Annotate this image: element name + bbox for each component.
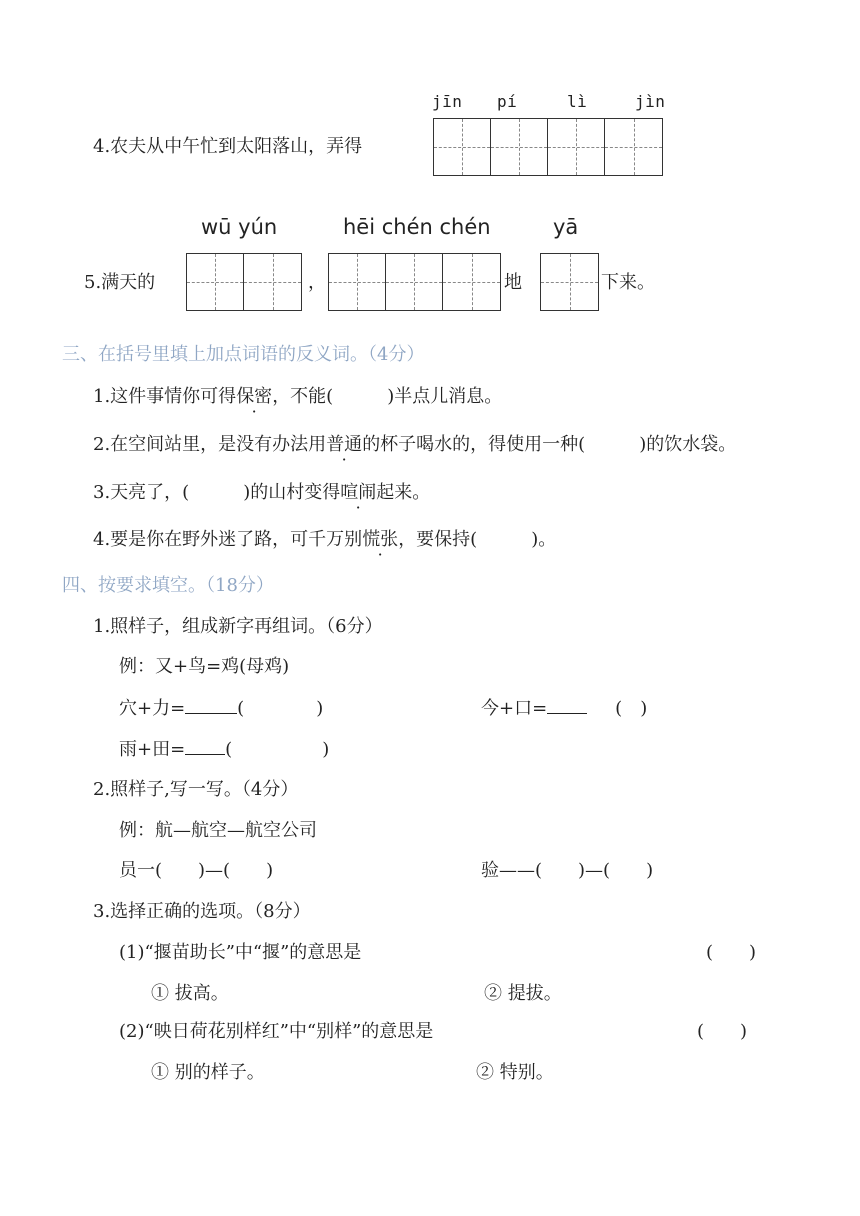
writing-grid-q5-a[interactable] — [186, 253, 302, 311]
pinyin-jin2: jìn — [635, 92, 666, 111]
sub3-title: 3.选择正确的选项。（8分） — [93, 901, 311, 922]
pinyin-ya: yā — [553, 215, 579, 239]
writing-cell[interactable] — [386, 254, 443, 310]
writing-grid-q4[interactable] — [433, 118, 663, 176]
section-3-title: 三、在括号里填上加点词语的反义词。（4分） — [62, 344, 425, 365]
writing-cell[interactable] — [187, 254, 244, 310]
question-5-mid: 地 — [504, 272, 522, 293]
pinyin-wu-yun: wū yún — [201, 215, 278, 239]
question-5-comma: ， — [308, 272, 326, 293]
sub3-q2-option-2[interactable]: ② 特别。 — [476, 1062, 554, 1083]
writing-cell[interactable] — [548, 119, 605, 175]
writing-cell[interactable] — [434, 119, 491, 175]
sub3-q2-answer[interactable]: ( ) — [697, 1021, 748, 1042]
answer-blank[interactable] — [185, 697, 237, 714]
answer-blank[interactable] — [547, 697, 587, 714]
writing-cell[interactable] — [605, 119, 662, 175]
section-3-item-3: 3.天亮了，( )的山村变得喧闹起来。 — [93, 482, 431, 503]
sub1-title: 1.照样子，组成新字再组词。（6分） — [93, 616, 383, 637]
pinyin-pi: pí — [497, 92, 518, 111]
section-3-item-4: 4.要是你在野外迷了路，可千万别慌张，要保持( )。 — [93, 529, 557, 550]
pinyin-jin: jīn — [432, 92, 463, 111]
writing-grid-q5-c[interactable] — [540, 253, 599, 311]
sub3-q2-option-1[interactable]: ① 别的样子。 — [151, 1062, 265, 1083]
writing-cell[interactable] — [443, 254, 500, 310]
answer-blank[interactable] — [185, 738, 225, 755]
pinyin-hei-chen-chen: hēi chén chén — [343, 215, 491, 239]
sub3-q2: (2)“映日荷花别样红”中“别样”的意思是 — [119, 1021, 434, 1042]
question-5-suffix: 下来。 — [601, 272, 655, 293]
writing-cell[interactable] — [491, 119, 548, 175]
section-4-title: 四、按要求填空。（18分） — [62, 575, 274, 596]
section-3-item-2: 2.在空间站里，是没有办法用普通的杯子喝水的，得使用一种( )的饮水袋。 — [93, 434, 737, 455]
sub2-left[interactable]: 员一( )—( ) — [119, 860, 274, 881]
sub2-example: 例：航—航空—航空公司 — [119, 820, 317, 841]
question-4-text: 4.农夫从中午忙到太阳落山，弄得 — [93, 136, 363, 157]
sub2-right[interactable]: 验——( )—( ) — [481, 860, 654, 881]
sub1-left-2[interactable]: 雨+田= ( ) — [119, 739, 330, 760]
sub1-left-1[interactable]: 穴+力= ( ) — [119, 698, 324, 719]
question-5-prefix: 5.满天的 — [84, 272, 156, 293]
sub1-example: 例：又+鸟=鸡(母鸡) — [119, 656, 290, 677]
sub1-right-1[interactable]: 今+口= ( ) — [481, 698, 648, 719]
pinyin-li: lì — [567, 92, 588, 111]
writing-grid-q5-b[interactable] — [328, 253, 501, 311]
sub3-q1-option-2[interactable]: ② 提拔。 — [484, 983, 562, 1004]
writing-cell[interactable] — [244, 254, 301, 310]
sub2-title: 2.照样子,写一写。（4分） — [93, 779, 299, 800]
writing-cell[interactable] — [541, 254, 598, 310]
sub3-q1-option-1[interactable]: ① 拔高。 — [151, 983, 229, 1004]
section-3-item-1: 1.这件事情你可得保密，不能( )半点儿消息。 — [93, 386, 503, 407]
sub3-q1-answer[interactable]: ( ) — [706, 942, 757, 963]
writing-cell[interactable] — [329, 254, 386, 310]
sub3-q1: (1)“揠苗助长”中“揠”的意思是 — [119, 942, 362, 963]
